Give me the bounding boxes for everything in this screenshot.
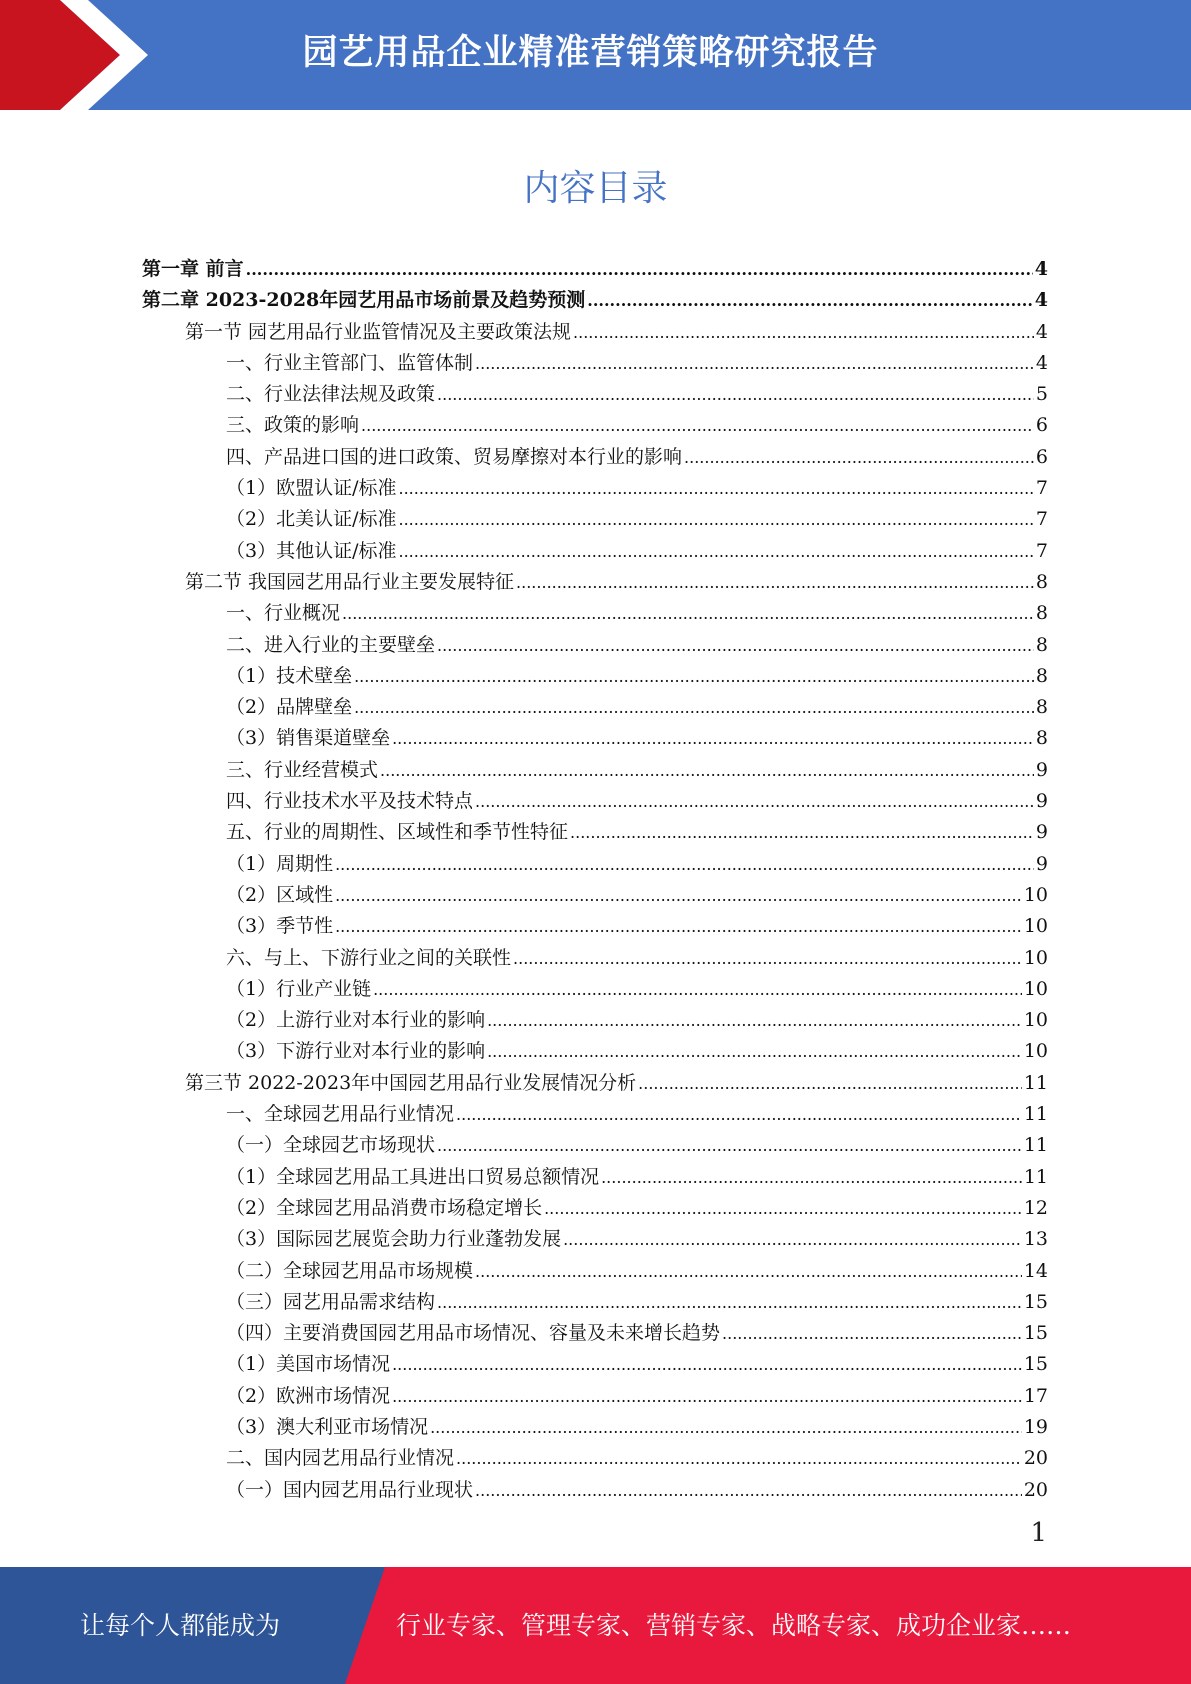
toc-entry-label: 第一节 园艺用品行业监管情况及主要政策法规	[185, 320, 572, 343]
toc-entry-page: 11	[1023, 1134, 1048, 1157]
toc-entry-page: 8	[1035, 633, 1048, 656]
toc-dot-leader	[361, 410, 1034, 441]
toc-entry-label: （2）品牌壁垒	[226, 696, 353, 719]
toc-entry-page: 15	[1023, 1353, 1048, 1376]
toc-entry-page: 10	[1023, 1040, 1048, 1063]
toc-dot-leader	[601, 1162, 1022, 1193]
footer-slogan-right: 行业专家、管理专家、营销专家、战略专家、成功企业家……	[396, 1611, 1072, 1640]
toc-entry-label: （二）全球园艺用品市场规模	[226, 1259, 474, 1282]
toc-entry[interactable]	[142, 1412, 1048, 1443]
toc-dot-leader	[354, 661, 1034, 692]
toc-entry-page: 8	[1035, 570, 1048, 593]
toc-entry-page: 8	[1035, 727, 1048, 750]
toc-entry-page: 8	[1035, 664, 1048, 687]
table-of-contents	[142, 254, 1048, 1506]
toc-entry[interactable]	[142, 817, 1048, 848]
toc-entry[interactable]	[142, 317, 1048, 348]
toc-entry-page: 8	[1035, 696, 1048, 719]
toc-entry-page: 9	[1035, 852, 1048, 875]
toc-dot-leader	[487, 1036, 1022, 1067]
toc-dot-leader	[392, 1349, 1022, 1380]
toc-dot-leader	[513, 943, 1022, 974]
toc-entry-page: 17	[1023, 1384, 1048, 1407]
toc-dot-leader	[516, 567, 1034, 598]
toc-dot-leader	[570, 817, 1034, 848]
toc-entry-page: 9	[1035, 758, 1048, 781]
toc-entry[interactable]	[142, 943, 1048, 974]
toc-entry[interactable]	[142, 1318, 1048, 1349]
toc-entry-page: 9	[1035, 821, 1048, 844]
toc-dot-leader	[399, 473, 1034, 504]
toc-entry-page: 11	[1023, 1071, 1048, 1094]
toc-entry[interactable]	[142, 1193, 1048, 1224]
toc-entry[interactable]	[142, 285, 1048, 316]
toc-entry-label: （四）主要消费国园艺用品市场情况、容量及未来增长趋势	[226, 1322, 721, 1345]
toc-dot-leader	[573, 317, 1034, 348]
toc-dot-leader	[456, 1443, 1022, 1474]
toc-dot-leader	[437, 630, 1034, 661]
toc-entry-page: 7	[1035, 477, 1048, 500]
toc-entry-label: 二、国内园艺用品行业情况	[226, 1447, 455, 1470]
toc-entry-page: 10	[1023, 883, 1048, 906]
toc-entry-label: 四、产品进口国的进口政策、贸易摩擦对本行业的影响	[226, 445, 683, 468]
toc-dot-leader	[475, 1256, 1022, 1287]
toc-entry-page: 11	[1023, 1103, 1048, 1126]
footer-banner	[0, 1567, 1191, 1684]
toc-dot-leader	[380, 755, 1034, 786]
toc-entry-label: （1）周期性	[226, 852, 334, 875]
toc-entry-label: 六、与上、下游行业之间的关联性	[226, 946, 512, 969]
toc-entry-page: 8	[1035, 602, 1048, 625]
toc-entry[interactable]	[142, 1162, 1048, 1193]
toc-entry[interactable]	[142, 880, 1048, 911]
toc-entry[interactable]	[142, 567, 1048, 598]
toc-entry-page: 7	[1035, 508, 1048, 531]
toc-dot-leader	[487, 1005, 1022, 1036]
toc-entry[interactable]	[142, 598, 1048, 629]
toc-entry-label: （3）其他认证/标准	[226, 539, 397, 562]
toc-dot-leader	[722, 1318, 1022, 1349]
toc-entry-label: （3）销售渠道壁垒	[226, 727, 391, 750]
toc-entry-page: 20	[1023, 1478, 1048, 1501]
toc-dot-leader	[392, 723, 1034, 754]
toc-entry-page: 10	[1023, 946, 1048, 969]
toc-entry-label: 一、行业概况	[226, 602, 341, 625]
toc-entry-label: 第二节 我国园艺用品行业主要发展特征	[185, 570, 515, 593]
toc-dot-leader	[638, 1068, 1022, 1099]
toc-entry-label: （1）欧盟认证/标准	[226, 477, 397, 500]
toc-entry-label: （3）下游行业对本行业的影响	[226, 1040, 486, 1063]
toc-entry-page: 4	[1035, 351, 1048, 374]
toc-entry[interactable]	[142, 1036, 1048, 1067]
toc-dot-leader	[563, 1224, 1022, 1255]
red-arrow-decoration-icon	[0, 0, 160, 110]
toc-entry-page: 15	[1023, 1322, 1048, 1345]
toc-entry-page: 6	[1035, 445, 1048, 468]
toc-entry-label: （1）技术壁垒	[226, 664, 353, 687]
toc-entry-page: 4	[1034, 289, 1048, 312]
toc-entry-label: 一、行业主管部门、监管体制	[226, 351, 474, 374]
toc-entry-label: 第一章 前言	[142, 258, 244, 280]
toc-entry-label: （2）欧洲市场情况	[226, 1384, 391, 1407]
toc-dot-leader	[246, 254, 1033, 285]
toc-entry[interactable]	[142, 254, 1048, 285]
toc-dot-leader	[430, 1412, 1022, 1443]
toc-entry[interactable]	[142, 410, 1048, 441]
page-number: 1	[1030, 1518, 1047, 1548]
toc-entry-page: 9	[1035, 790, 1048, 813]
toc-dot-leader	[544, 1193, 1022, 1224]
toc-entry[interactable]	[142, 1130, 1048, 1161]
toc-entry[interactable]	[142, 661, 1048, 692]
toc-entry-label: 二、行业法律法规及政策	[226, 383, 436, 406]
toc-entry-label: 五、行业的周期性、区域性和季节性特征	[226, 821, 569, 844]
toc-entry-page: 20	[1023, 1447, 1048, 1470]
toc-entry[interactable]	[142, 1256, 1048, 1287]
toc-entry-page: 11	[1023, 1165, 1048, 1188]
toc-entry-page: 19	[1023, 1415, 1048, 1438]
toc-dot-leader	[399, 536, 1034, 567]
toc-entry[interactable]	[142, 379, 1048, 410]
toc-entry-label: 第二章 2023-2028年园艺用品市场前景及趋势预测	[142, 289, 586, 312]
toc-dot-leader	[587, 285, 1033, 316]
toc-entry[interactable]	[142, 473, 1048, 504]
toc-dot-leader	[437, 1130, 1022, 1161]
toc-dot-leader	[392, 1381, 1022, 1412]
toc-entry-label: 一、全球园艺用品行业情况	[226, 1103, 455, 1126]
toc-entry-label: （3）季节性	[226, 915, 334, 938]
toc-dot-leader	[684, 442, 1034, 473]
toc-entry-label: （2）上游行业对本行业的影响	[226, 1009, 486, 1032]
toc-heading: 内容目录	[523, 168, 668, 209]
toc-entry[interactable]	[142, 1005, 1048, 1036]
toc-entry[interactable]	[142, 1068, 1048, 1099]
toc-entry[interactable]	[142, 1475, 1048, 1506]
toc-dot-leader	[342, 598, 1034, 629]
toc-entry-label: （一）国内园艺用品行业现状	[226, 1478, 474, 1501]
toc-entry[interactable]	[142, 1287, 1048, 1318]
toc-entry-label: （1）美国市场情况	[226, 1353, 391, 1376]
toc-entry-page: 5	[1035, 383, 1048, 406]
toc-dot-leader	[354, 692, 1034, 723]
toc-dot-leader	[475, 1475, 1022, 1506]
toc-entry[interactable]	[142, 786, 1048, 817]
toc-entry[interactable]	[142, 536, 1048, 567]
toc-entry[interactable]	[142, 442, 1048, 473]
toc-dot-leader	[437, 379, 1034, 410]
toc-dot-leader	[437, 1287, 1022, 1318]
toc-entry-page: 7	[1035, 539, 1048, 562]
toc-dot-leader	[475, 786, 1034, 817]
toc-dot-leader	[373, 974, 1022, 1005]
toc-entry-label: （3）澳大利亚市场情况	[226, 1415, 429, 1438]
toc-dot-leader	[335, 880, 1022, 911]
toc-entry[interactable]	[142, 630, 1048, 661]
toc-entry[interactable]	[142, 849, 1048, 880]
toc-entry-label: 三、政策的影响	[226, 414, 360, 437]
toc-entry-label: （1）行业产业链	[226, 977, 372, 1000]
toc-entry-page: 4	[1034, 258, 1048, 280]
toc-entry[interactable]	[142, 1443, 1048, 1474]
toc-entry-label: （2）北美认证/标准	[226, 508, 397, 531]
toc-entry-label: 二、进入行业的主要壁垒	[226, 633, 436, 656]
toc-entry[interactable]	[142, 692, 1048, 723]
toc-entry[interactable]	[142, 911, 1048, 942]
toc-entry-label: （2）全球园艺用品消费市场稳定增长	[226, 1196, 543, 1219]
toc-entry-page: 6	[1035, 414, 1048, 437]
toc-entry[interactable]	[142, 1381, 1048, 1412]
toc-dot-leader	[456, 1099, 1022, 1130]
toc-entry-label: 三、行业经营模式	[226, 758, 379, 781]
toc-entry-label: （三）园艺用品需求结构	[226, 1290, 436, 1313]
footer-slogan-left: 让每个人都能成为	[79, 1611, 280, 1640]
header-banner	[0, 0, 1191, 110]
toc-entry-label: （3）国际园艺展览会助力行业蓬勃发展	[226, 1228, 562, 1251]
report-title: 园艺用品企业精准营销策略研究报告	[302, 33, 879, 73]
toc-entry-label: 第三节 2022-2023年中国园艺用品行业发展情况分析	[185, 1071, 637, 1094]
toc-entry[interactable]	[142, 504, 1048, 535]
toc-entry[interactable]	[142, 1099, 1048, 1130]
toc-entry[interactable]	[142, 348, 1048, 379]
toc-entry-page: 10	[1023, 915, 1048, 938]
toc-entry-page: 10	[1023, 1009, 1048, 1032]
toc-entry-label: （一）全球园艺市场现状	[226, 1134, 436, 1157]
toc-dot-leader	[335, 849, 1034, 880]
toc-entry[interactable]	[142, 1349, 1048, 1380]
toc-entry[interactable]	[142, 974, 1048, 1005]
toc-dot-leader	[399, 504, 1034, 535]
toc-entry-page: 12	[1023, 1196, 1048, 1219]
toc-entry[interactable]	[142, 755, 1048, 786]
toc-entry-page: 13	[1023, 1228, 1048, 1251]
toc-entry-label: 四、行业技术水平及技术特点	[226, 790, 474, 813]
toc-entry-page: 14	[1023, 1259, 1048, 1282]
toc-dot-leader	[335, 911, 1022, 942]
toc-entry-label: （1）全球园艺用品工具进出口贸易总额情况	[226, 1165, 600, 1188]
toc-dot-leader	[475, 348, 1034, 379]
toc-entry-label: （2）区域性	[226, 883, 334, 906]
toc-entry-page: 10	[1023, 977, 1048, 1000]
toc-entry[interactable]	[142, 723, 1048, 754]
toc-entry-page: 15	[1023, 1290, 1048, 1313]
toc-entry[interactable]	[142, 1224, 1048, 1255]
toc-entry-page: 4	[1035, 320, 1048, 343]
